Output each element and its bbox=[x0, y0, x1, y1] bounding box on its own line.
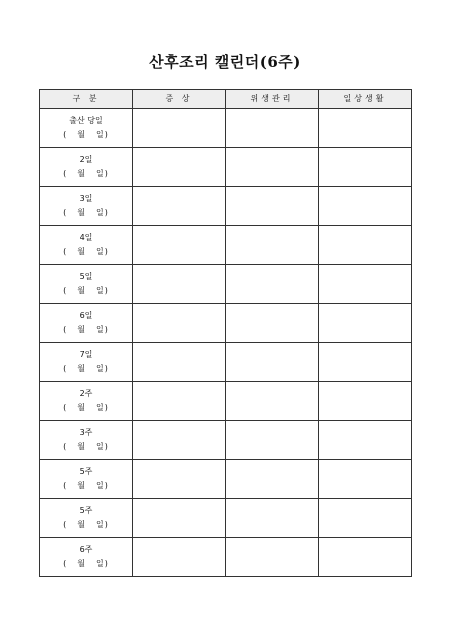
calendar-table bbox=[39, 89, 412, 577]
date-month-label: 월 bbox=[77, 364, 86, 373]
symptoms-cell[interactable] bbox=[133, 382, 226, 421]
row-label-cell bbox=[40, 460, 133, 499]
daily-life-cell[interactable] bbox=[319, 226, 412, 265]
date-open-paren: ( bbox=[63, 364, 68, 373]
symptoms-cell[interactable] bbox=[133, 538, 226, 577]
daily-life-cell[interactable] bbox=[319, 538, 412, 577]
date-month-label: 월 bbox=[77, 130, 86, 139]
date-month-label: 월 bbox=[77, 208, 86, 217]
row-day-label: 6일 bbox=[79, 311, 93, 320]
table-row bbox=[40, 226, 412, 265]
date-open-paren: ( bbox=[63, 169, 68, 178]
date-open-paren: ( bbox=[63, 442, 68, 451]
symptoms-cell[interactable] bbox=[133, 499, 226, 538]
header-daily-life: 일상생활 bbox=[319, 90, 412, 109]
daily-life-cell[interactable] bbox=[319, 148, 412, 187]
row-day-label: 4일 bbox=[79, 233, 93, 242]
date-month-label: 월 bbox=[77, 559, 86, 568]
daily-life-cell[interactable] bbox=[319, 343, 412, 382]
table-row bbox=[40, 304, 412, 343]
header-category: 구 분 bbox=[40, 90, 133, 109]
row-day-label: 3주 bbox=[79, 428, 93, 437]
symptoms-cell[interactable] bbox=[133, 148, 226, 187]
date-month-label: 월 bbox=[77, 325, 86, 334]
header-hygiene: 위생관리 bbox=[226, 90, 319, 109]
table-row bbox=[40, 499, 412, 538]
row-day-label: 7일 bbox=[79, 350, 93, 359]
date-placeholder bbox=[40, 557, 132, 571]
symptoms-cell[interactable] bbox=[133, 226, 226, 265]
date-month-label: 월 bbox=[77, 520, 86, 529]
symptoms-cell[interactable] bbox=[133, 304, 226, 343]
row-day-label: 출산 당일 bbox=[69, 116, 103, 125]
date-open-paren: ( bbox=[63, 208, 68, 217]
row-day-label: 5일 bbox=[79, 272, 93, 281]
date-placeholder bbox=[40, 440, 132, 454]
daily-life-cell[interactable] bbox=[319, 265, 412, 304]
daily-life-cell[interactable] bbox=[319, 187, 412, 226]
hygiene-cell[interactable] bbox=[226, 187, 319, 226]
row-label-cell bbox=[40, 148, 133, 187]
date-day-label: 일) bbox=[96, 364, 109, 373]
date-day-label: 일) bbox=[96, 559, 109, 568]
symptoms-cell[interactable] bbox=[133, 187, 226, 226]
hygiene-cell[interactable] bbox=[226, 460, 319, 499]
table-row bbox=[40, 343, 412, 382]
row-label-cell bbox=[40, 265, 133, 304]
date-placeholder bbox=[40, 362, 132, 376]
row-day-label: 6주 bbox=[79, 545, 93, 554]
daily-life-cell[interactable] bbox=[319, 421, 412, 460]
row-label-cell bbox=[40, 304, 133, 343]
row-label-cell bbox=[40, 538, 133, 577]
date-day-label: 일) bbox=[96, 325, 109, 334]
date-open-paren: ( bbox=[63, 403, 68, 412]
daily-life-cell[interactable] bbox=[319, 460, 412, 499]
date-month-label: 월 bbox=[77, 442, 86, 451]
symptoms-cell[interactable] bbox=[133, 343, 226, 382]
date-placeholder bbox=[40, 128, 132, 142]
row-label-cell bbox=[40, 226, 133, 265]
hygiene-cell[interactable] bbox=[226, 148, 319, 187]
date-open-paren: ( bbox=[63, 286, 68, 295]
page-title: 산후조리 캘린더(6주) bbox=[149, 53, 301, 71]
date-day-label: 일) bbox=[96, 442, 109, 451]
date-month-label: 월 bbox=[77, 481, 86, 490]
symptoms-cell[interactable] bbox=[133, 460, 226, 499]
date-placeholder bbox=[40, 245, 132, 259]
date-placeholder bbox=[40, 401, 132, 415]
hygiene-cell[interactable] bbox=[226, 343, 319, 382]
table-row bbox=[40, 265, 412, 304]
table-row bbox=[40, 148, 412, 187]
header-symptoms: 증 상 bbox=[133, 90, 226, 109]
row-label-cell bbox=[40, 187, 133, 226]
table-row bbox=[40, 382, 412, 421]
row-label-cell bbox=[40, 499, 133, 538]
row-day-label: 2일 bbox=[79, 155, 93, 164]
daily-life-cell[interactable] bbox=[319, 499, 412, 538]
row-label-cell bbox=[40, 109, 133, 148]
date-placeholder bbox=[40, 518, 132, 532]
row-label-cell bbox=[40, 343, 133, 382]
row-day-label: 5주 bbox=[79, 506, 93, 515]
hygiene-cell[interactable] bbox=[226, 421, 319, 460]
table-row bbox=[40, 109, 412, 148]
table-row bbox=[40, 538, 412, 577]
date-placeholder bbox=[40, 206, 132, 220]
date-placeholder bbox=[40, 167, 132, 181]
table-row bbox=[40, 187, 412, 226]
daily-life-cell[interactable] bbox=[319, 304, 412, 343]
hygiene-cell[interactable] bbox=[226, 499, 319, 538]
header-row bbox=[40, 90, 412, 109]
hygiene-cell[interactable] bbox=[226, 304, 319, 343]
row-label-cell bbox=[40, 382, 133, 421]
date-open-paren: ( bbox=[63, 481, 68, 490]
date-day-label: 일) bbox=[96, 403, 109, 412]
date-day-label: 일) bbox=[96, 286, 109, 295]
date-day-label: 일) bbox=[96, 481, 109, 490]
symptoms-cell[interactable] bbox=[133, 421, 226, 460]
row-day-label: 2주 bbox=[79, 389, 93, 398]
hygiene-cell[interactable] bbox=[226, 265, 319, 304]
daily-life-cell[interactable] bbox=[319, 382, 412, 421]
hygiene-cell[interactable] bbox=[226, 226, 319, 265]
date-placeholder bbox=[40, 479, 132, 493]
date-placeholder bbox=[40, 284, 132, 298]
date-day-label: 일) bbox=[96, 247, 109, 256]
date-day-label: 일) bbox=[96, 208, 109, 217]
hygiene-cell[interactable] bbox=[226, 382, 319, 421]
date-open-paren: ( bbox=[63, 247, 68, 256]
date-open-paren: ( bbox=[63, 130, 68, 139]
row-label-cell bbox=[40, 421, 133, 460]
row-day-label: 3일 bbox=[79, 194, 93, 203]
table-row bbox=[40, 421, 412, 460]
table-row bbox=[40, 460, 412, 499]
row-day-label: 5주 bbox=[79, 467, 93, 476]
date-open-paren: ( bbox=[63, 325, 68, 334]
date-month-label: 월 bbox=[77, 286, 86, 295]
date-day-label: 일) bbox=[96, 130, 109, 139]
hygiene-cell[interactable] bbox=[226, 109, 319, 148]
date-day-label: 일) bbox=[96, 169, 109, 178]
date-placeholder bbox=[40, 323, 132, 337]
date-open-paren: ( bbox=[63, 520, 68, 529]
date-month-label: 월 bbox=[77, 169, 86, 178]
date-month-label: 월 bbox=[77, 247, 86, 256]
symptoms-cell[interactable] bbox=[133, 265, 226, 304]
symptoms-cell[interactable] bbox=[133, 109, 226, 148]
date-day-label: 일) bbox=[96, 520, 109, 529]
hygiene-cell[interactable] bbox=[226, 538, 319, 577]
date-month-label: 월 bbox=[77, 403, 86, 412]
daily-life-cell[interactable] bbox=[319, 109, 412, 148]
date-open-paren: ( bbox=[63, 559, 68, 568]
